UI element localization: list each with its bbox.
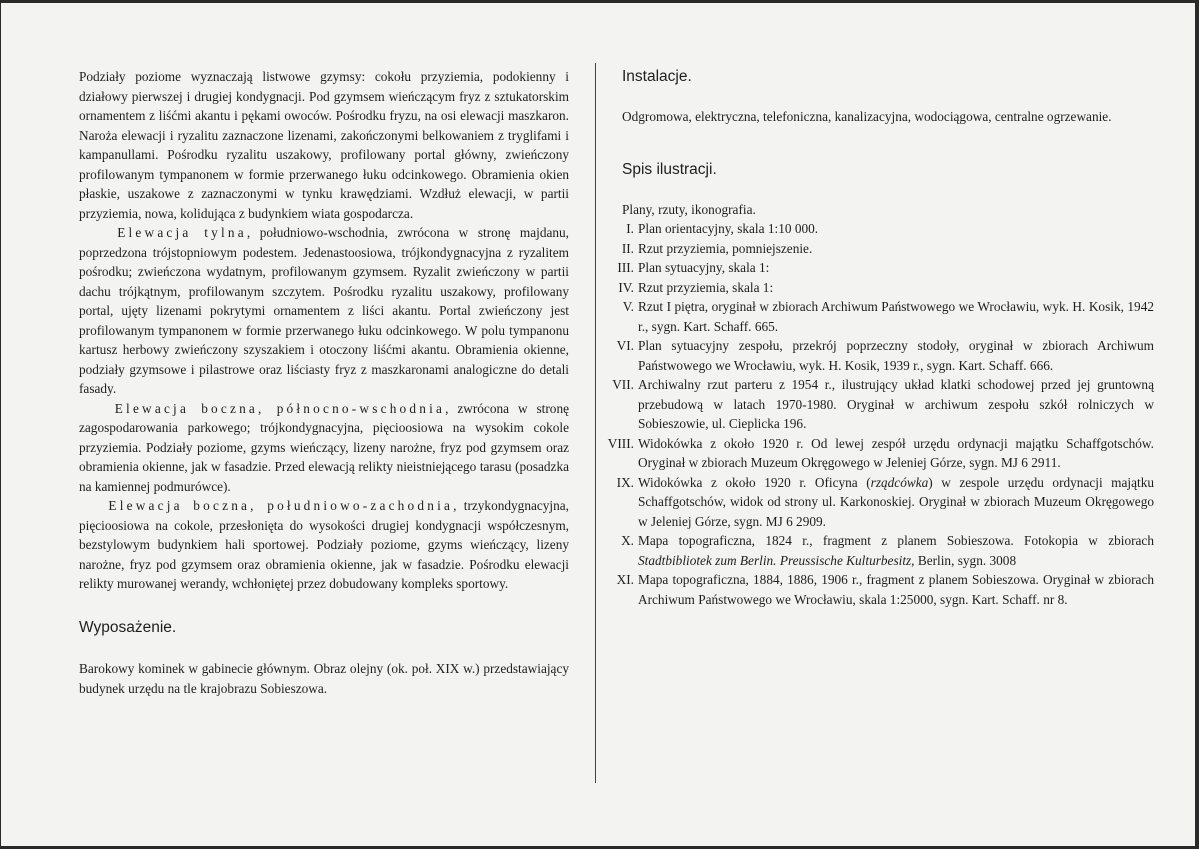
- list-item: IX. Widokówka z około 1920 r. Oficyna (rządcówka) w zespole urzędu ordynacji majątku Schaffgotschów, widok od strony ul. Karkonoskiej. Oryginał w zbiorach Muzeum Okręgowego w Jeleniej Górze, sygn. MJ 6 2909.: [616, 474, 1154, 529]
- heading-wyposazenie: Wyposażenie.: [79, 618, 177, 636]
- list-item: V. Rzut I piętra, oryginał w zbiorach Archiwum Państwowego we Wrocławiu, wyk. H. Kosik, 1942 r., sygn. Kart. Schaff. 665.: [622, 299, 1154, 334]
- list-item: II. Rzut przyziemia, pomniejszenie.: [621, 240, 813, 256]
- paragraph-rear-elevation: [79, 223, 569, 399]
- list-item: X. Mapa topograficzna, 1824 r., fragment z planem Sobieszowa. Fotokopia w zbiorach Stadtbibliotek zum Berlin. Preussische Kulturbesitz, Berlin, sygn. 3008: [621, 533, 1154, 568]
- illustration-list: [607, 219, 1154, 609]
- paragraph-ne-elevation: [79, 399, 569, 497]
- ne-elevation-lead: Elewacja boczna, północno-wschodnia: [114, 400, 446, 416]
- rear-elevation-text: , południowo-wschodnia, zwrócona w stronę majdanu, poprzedzona trójstopniowym podestem. Jedenastoosiowa, trójkondygnacyjna z ryzalitem pośrodku; zwieńczona wydatnym, profilowanym gzymsem. Ryzalit zwieńczony w partii dachu trójkątnym, profilowanym szczytem. Pośrodku ryzalitu uszakowy, profilowany portal, ujęty lizenami pokrytymi ornamentem z liści akantu. Portal zwieńczony jest profilowanym tympanonem w formie przerwanego łuku odcinkowego. W polu tympanonu kartusz herbowy zwieńczony szyszakiem i otoczony liśćmi akantu. Obramienia okienne, podziały gzymsowe i pilastrowe oraz liściasty fryz z maszkaronami analogiczne do detali fasady.: [79, 225, 569, 396]
- list-item: VII. Archiwalny rzut parteru z 1954 r., ilustrujący układ klatki schodowej przed jej gruntowną przebudową w latach 1970-1980. Oryginał w archiwum zespołu szkół rolniczych w Sobieszowie, ul. Cieplicka 196.: [612, 377, 1154, 431]
- column-divider: [595, 63, 596, 783]
- list-item: III. Plan sytuacyjny, skala 1:: [617, 260, 770, 275]
- ne-elevation-text: , zwrócona w stronę zagospodarowania parkowego; trójkondygnacyjna, pięcioosiowa na wysokim cokole przyziemia. Podziały poziome, gzyms wieńczący, lizeny narożne, fryz pod gzymsem oraz obramienia okienne, jak w fasadzie. Przed elewacją relikty nieistniejącego tarasu (posadzka na kamiennej podmurówce).: [79, 400, 569, 494]
- left-column: [79, 67, 569, 698]
- paragraph-wyposazenie: Barokowy kominek w gabinecie głównym. Obraz olejny (ok. poł. XIX w.) przedstawiający budynek urzędu na tle krajobrazu Sobieszowa.: [79, 661, 569, 696]
- spis-intro: Plany, rzuty, ikonografia.: [622, 201, 756, 217]
- sw-elevation-lead: Elewacja boczna, południowo-zachodnia: [108, 498, 454, 513]
- heading-instalacje: Instalacje.: [622, 68, 692, 85]
- right-column: [607, 67, 1154, 609]
- heading-spis-ilustracji: Spis ilustracji.: [622, 161, 717, 178]
- sw-elevation-text: , trzykondygnacyjna, pięcioosiowa na cokole, przesłonięta do wysokości drugiej kondygnacji współczesnym, bezstylowym budynkiem hali sportowej. Podziały poziome, gzyms wieńczący, lizeny narożne, fryz pod gzymsem oraz obramienia okienne, jak w fasadzie. Pośrodku elewacji relikty murowanej werandy, wchłoniętej przez dobudowany kompleks sportowy.: [79, 498, 569, 591]
- rear-elevation-lead: Elewacja tylna: [117, 225, 247, 240]
- paragraph-sw-elevation: [79, 496, 569, 594]
- paragraph-instalacje: Odgromowa, elektryczna, telefoniczna, kanalizacyjna, wodociągowa, centralne ogrzewanie.: [622, 108, 1112, 124]
- list-item: VIII. Widokówka z około 1920 r. Od lewej zespół urzędu ordynacji majątku Schaffgotschów. Oryginał w zbiorach Muzeum Okręgowego w Jeleniej Górze, sygn. MJ 6 2911.: [607, 435, 1154, 470]
- list-item: IV. Rzut przyziemia, skala 1:: [618, 279, 774, 295]
- list-item: VI. Plan sytuacyjny zespołu, przekrój poprzeczny stodoły, oryginał w zbiorach Archiwum Państwowego we Wrocławiu, wyk. H. Kosik, 1939 r., sygn. Kart. Schaff. 666.: [616, 338, 1154, 373]
- list-item: I. Plan orientacyjny, skala 1:10 000.: [626, 221, 819, 236]
- page-sheet: [1, 3, 1195, 846]
- list-item: XI. Mapa topograficzna, 1884, 1886, 1906 r., fragment z planem Sobieszowa. Oryginał w zbiorach Archiwum Państwowego we Wrocławiu, skala 1:25000, sygn. Kart. Schaff. nr 8.: [616, 572, 1154, 607]
- paragraph-intro: Podziały poziome wyznaczają listwowe gzymsy: cokołu przyziemia, podokienny i działowy pierwszej i drugiej kondygnacji. Pod gzymsem wieńczącym fryz z sztukatorskim ornamentem z liśćmi akantu i pękami owoców. Pośrodku fryzu, na osi elewacji maszkaron. Naroża elewacji i ryzalitu zaznaczone lizenami, zakończonymi belkowaniem z tryglifami i kampanullami. Pośrodku ryzalitu uszakowy, profilowany portal główny, zwieńczony profilowanym tympanonem w formie przerwanego łuku odcinkowego. Obramienia okien płaskie, uszakowe z zaznaczonymi w tynku krawędziami. Wzdłuż elewacji, w partii przyziemia, nowa, kolidująca z budynkiem wiata gospodarcza.: [79, 69, 569, 221]
